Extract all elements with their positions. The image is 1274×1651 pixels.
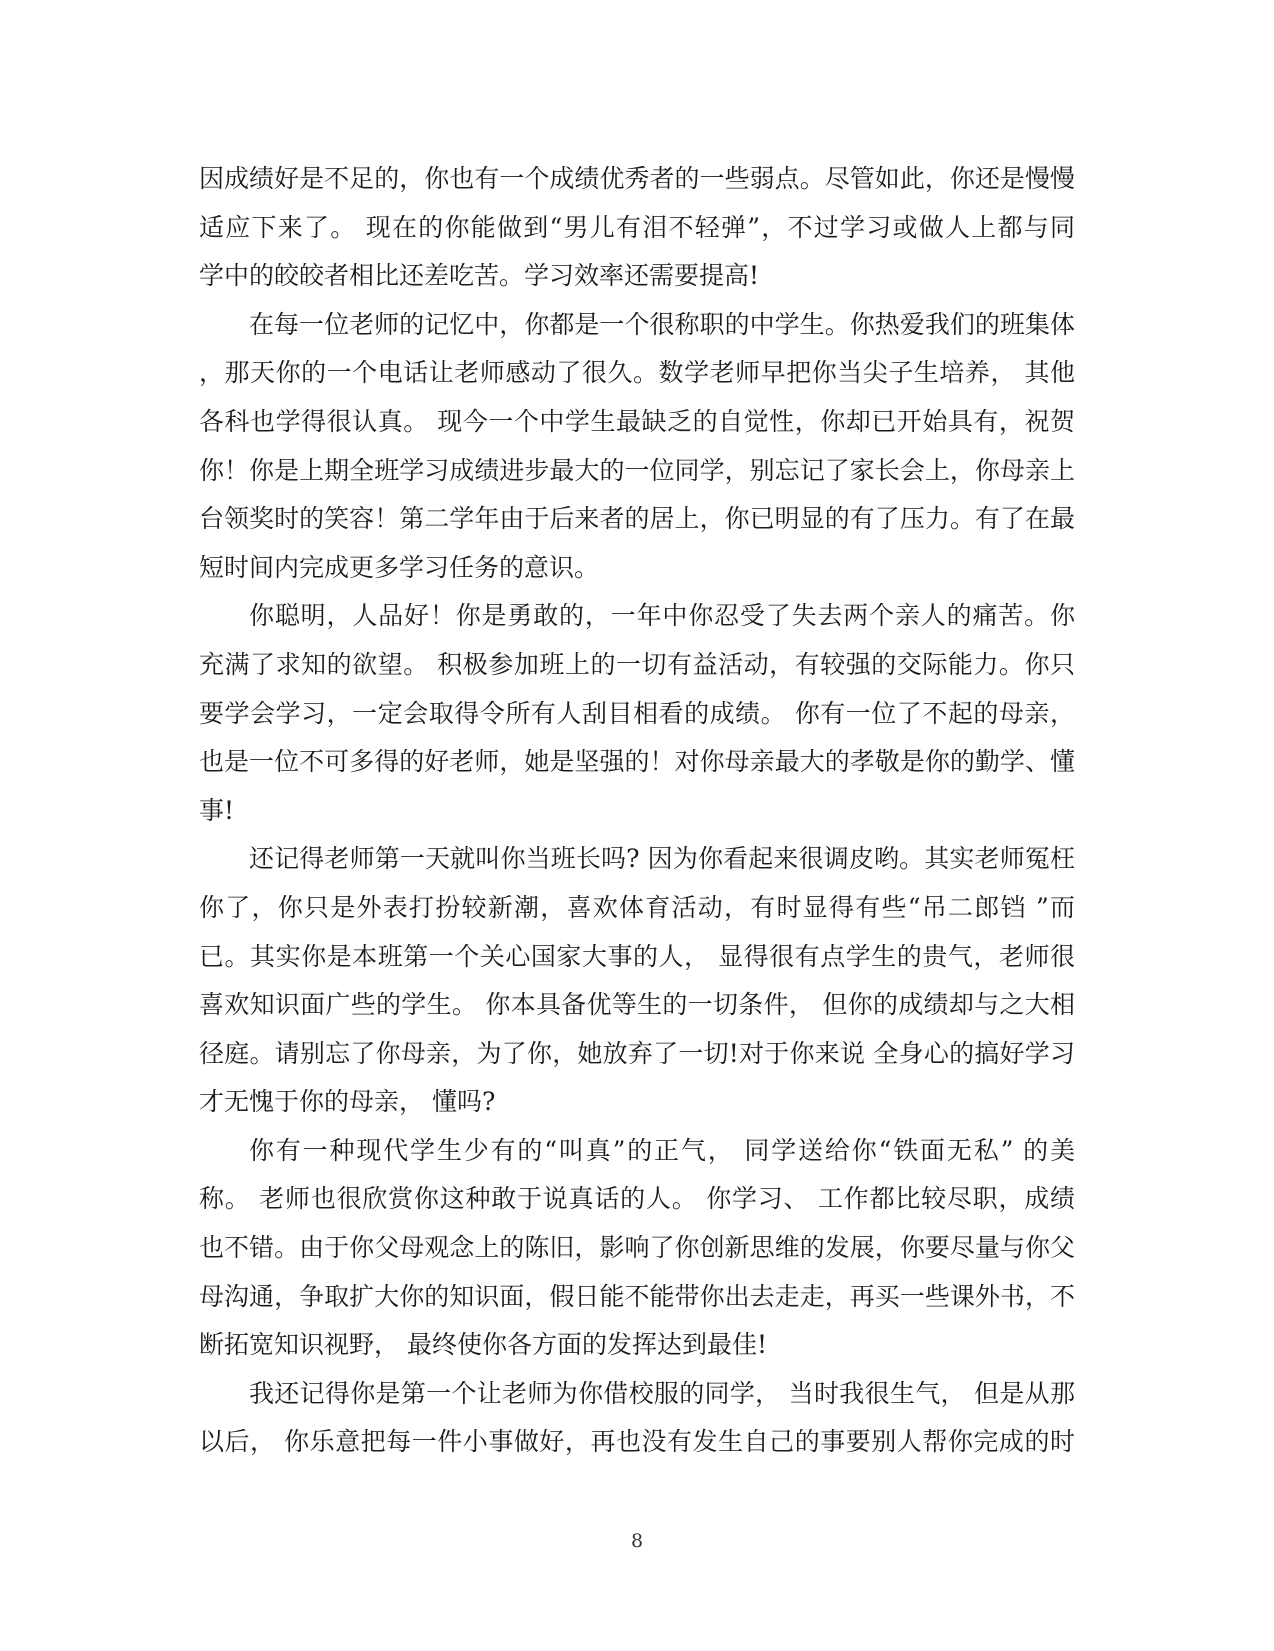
text-line: 我还记得你是第一个让老师为你借校服的同学， 当时我很生气， 但是从那 (249, 1378, 1075, 1408)
text-line: 称。 老师也很欣赏你这种敢于说真话的人。 你学习、 工作都比较尽职，成绩 (199, 1184, 1075, 1214)
text-line: 在每一位老师的记忆中，你都是一个很称职的中学生。你热爱我们的班集体 (249, 309, 1075, 339)
text-line: 因成绩好是不足的，你也有一个成绩优秀者的一些弱点。尽管如此，你还是慢慢 (199, 164, 1075, 193)
text-line: 各科也学得很认真。 现今一个中学生最缺乏的自觉性，你却已开始具有，祝贺 (199, 406, 1075, 436)
text-line: 事! (199, 795, 235, 825)
text-line: 学中的皎皎者相比还差吃苦。学习效率还需要提高! (199, 261, 760, 291)
text-line: 你聪明，人品好！你是勇敢的，一年中你忍受了失去两个亲人的痛苦。你 (249, 601, 1075, 631)
text-line: 还记得老师第一天就叫你当班长吗? 因为你看起来很调皮哟。其实老师冤枉 (249, 844, 1075, 874)
body-text (199, 155, 1075, 1467)
text-line: 你了，你只是外表打扮较新潮，喜欢体育活动，有时显得有些“吊二郎铛 ”而 (199, 892, 1075, 922)
text-line: 已。其实你是本班第一个关心国家大事的人， 显得很有点学生的贵气，老师很 (199, 941, 1075, 971)
text-line: 要学会学习，一定会取得令所有人刮目相看的成绩。 你有一位了不起的母亲， (199, 698, 1075, 728)
text-line: 径庭。请别忘了你母亲，为了你，她放弃了一切!对于你来说 全身心的搞好学习 (199, 1038, 1075, 1068)
text-line: 才无愧于你的母亲， 懂吗? (199, 1087, 496, 1117)
text-line: 以后， 你乐意把每一件小事做好，再也没有发生自己的事要别人帮你完成的时 (199, 1427, 1075, 1457)
text-line: 你有一种现代学生少有的“叫真”的正气， 同学送给你“铁面无私” 的美 (249, 1135, 1075, 1165)
text-line: 喜欢知识面广些的学生。 你本具备优等生的一切条件， 但你的成绩却与之大相 (199, 990, 1075, 1020)
text-line: 也不错。由于你父母观念上的陈旧，影响了你创新思维的发展，你要尽量与你父 (199, 1233, 1075, 1263)
text-line: 母沟通，争取扩大你的知识面，假日能不能带你出去走走，再买一些课外书，不 (199, 1281, 1075, 1311)
text-line: 充满了求知的欲望。 积极参加班上的一切有益活动，有较强的交际能力。你只 (199, 649, 1075, 679)
text-line: 短时间内完成更多学习任务的意识。 (199, 552, 600, 582)
text-line: 台领奖时的笑容！第二学年由于后来者的居上，你已明显的有了压力。有了在最 (199, 504, 1075, 534)
text-line: 断拓宽知识视野， 最终使你各方面的发挥达到最佳! (199, 1330, 767, 1360)
text-line: 适应下来了。 现在的你能做到“男儿有泪不轻弹”，不过学习或做人上都与同 (199, 212, 1075, 242)
page-number: 8 (630, 1530, 644, 1552)
text-line: 也是一位不可多得的好老师，她是坚强的！对你母亲最大的孝敬是你的勤学、懂 (199, 747, 1075, 777)
text-line: ，那天你的一个电话让老师感动了很久。数学老师早把你当尖子生培养， 其他 (199, 358, 1075, 388)
text-line: 你！你是上期全班学习成绩进步最大的一位同学，别忘记了家长会上，你母亲上 (199, 455, 1075, 485)
